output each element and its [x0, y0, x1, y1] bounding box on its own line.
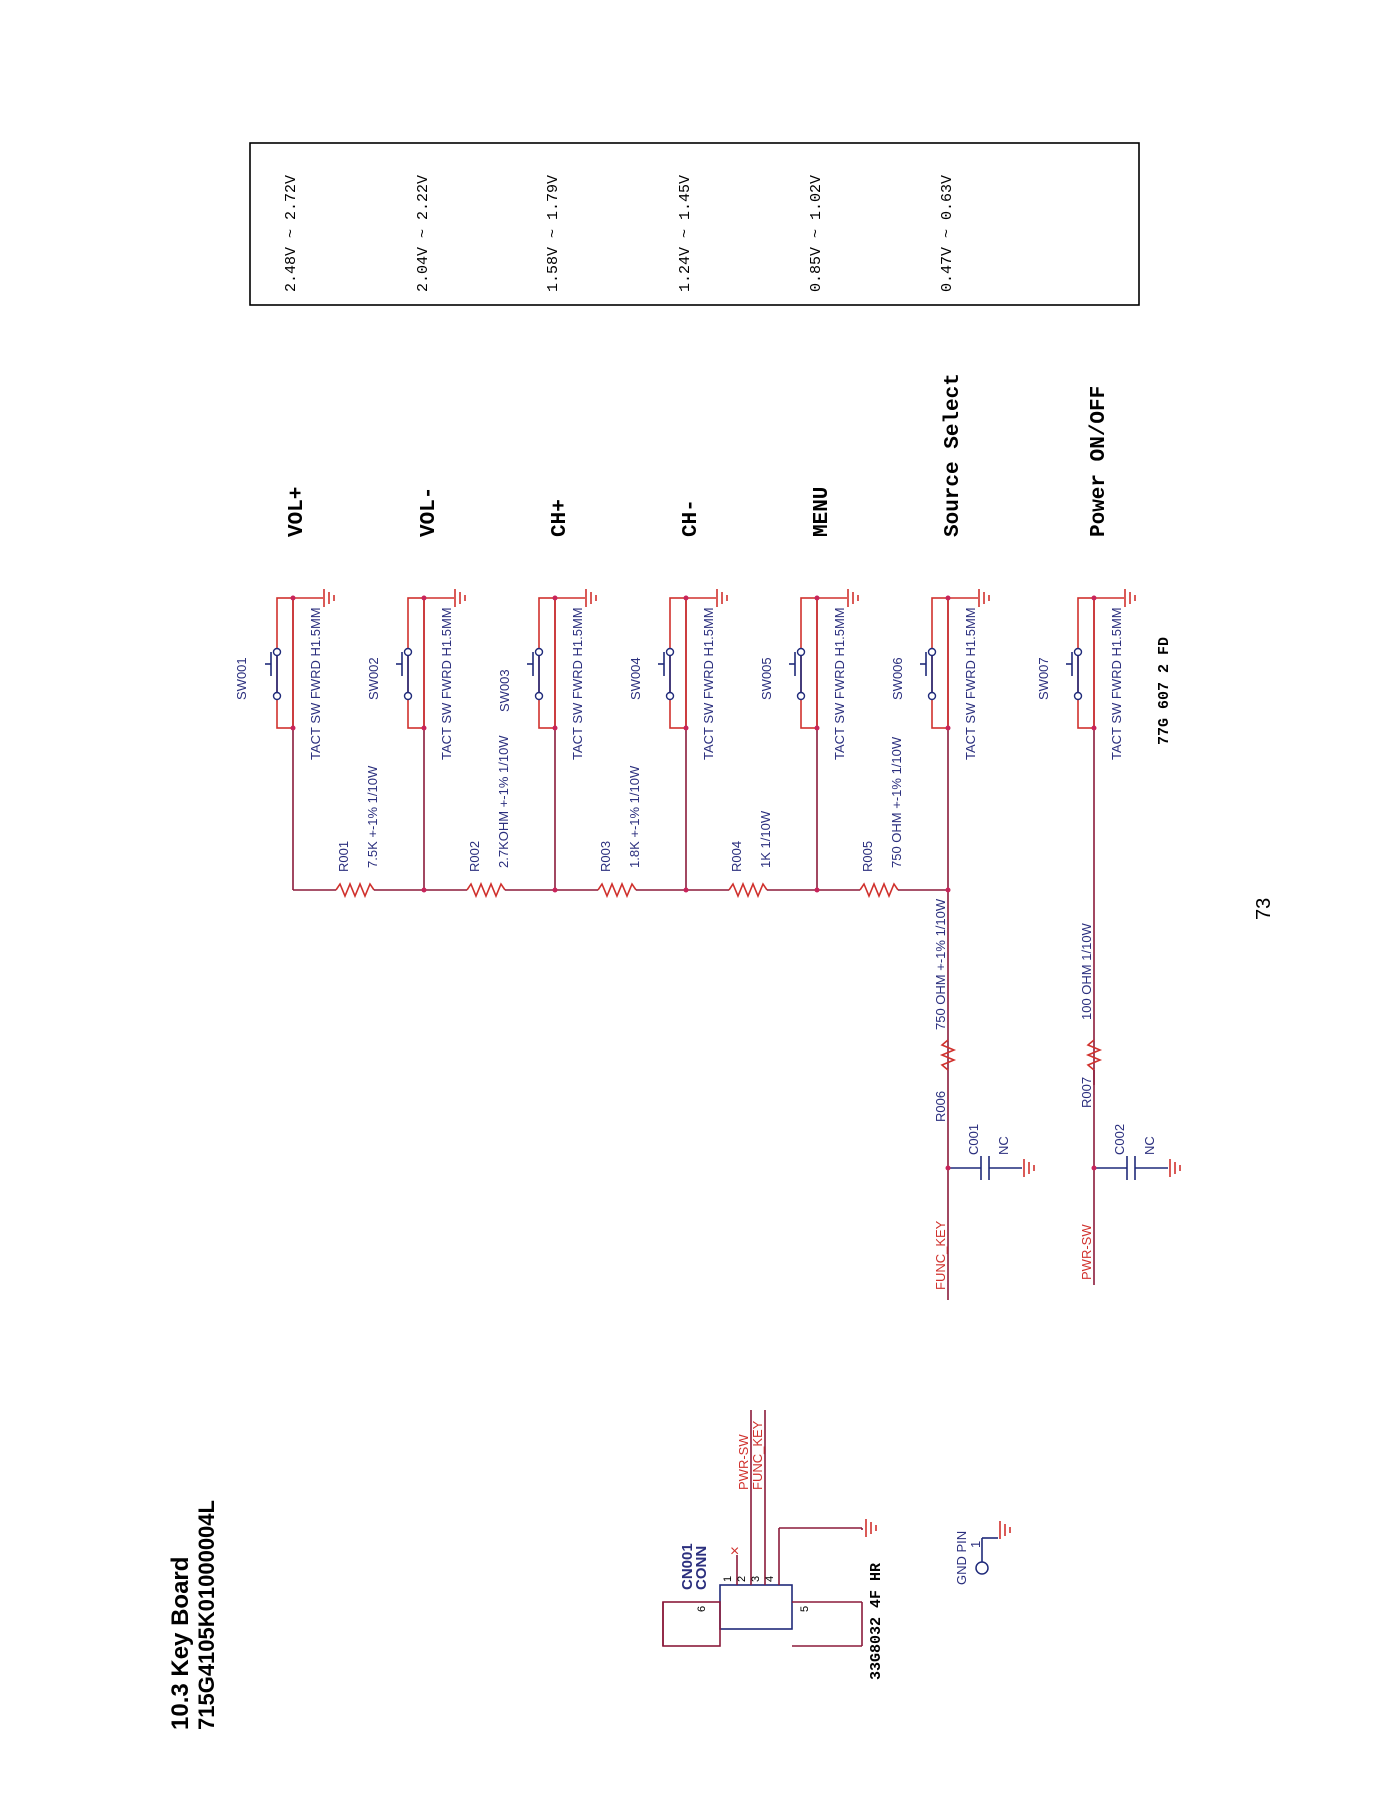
- page-title: 10.3 Key Board: [167, 1556, 194, 1730]
- sw004-ref: SW004: [628, 657, 643, 700]
- voltage-range-4: 1.24V ~ 1.45V: [677, 174, 694, 292]
- switch-sw003: [527, 589, 596, 890]
- voltage-range-5: 0.85V ~ 1.02V: [808, 174, 825, 292]
- pin-2-label: 2: [736, 1575, 748, 1582]
- gnd-pin-label: GND PIN: [954, 1530, 969, 1585]
- c001-ref: C001: [966, 1123, 981, 1155]
- voltage-range-3: 1.58V ~ 1.79V: [545, 174, 562, 292]
- c002-value: NC: [1142, 1136, 1157, 1155]
- voltage-range-2: 2.04V ~ 2.22V: [415, 174, 432, 292]
- r007-ref: R007: [1079, 1076, 1094, 1108]
- r005-ref: R005: [860, 840, 875, 872]
- gnd-pin-number: 1: [968, 1540, 983, 1548]
- capacitor-c002: [1092, 1156, 1181, 1180]
- func-label-menu: MENU: [811, 486, 834, 537]
- page-subtitle: 715G4105K01000004L: [194, 1500, 219, 1730]
- voltage-range-1: 2.48V ~ 2.72V: [283, 174, 300, 292]
- r002-ref: R002: [467, 840, 482, 872]
- func-label-ch-down: CH-: [680, 499, 703, 537]
- r006-ref: R006: [933, 1090, 948, 1122]
- func-label-ch-up: CH+: [549, 499, 572, 537]
- cn001-net-pwr-sw: PWR-SW: [736, 1434, 751, 1490]
- voltage-range-6: 0.47V ~ 0.63V: [939, 174, 956, 292]
- connector-part-number: 33G8032 4F HR: [868, 1562, 885, 1680]
- func-label-vol-up: VOL+: [286, 486, 309, 537]
- pin-1-label: 1: [722, 1575, 734, 1582]
- c002-ref: C002: [1112, 1123, 1127, 1155]
- sw001-ref: SW001: [234, 657, 249, 700]
- func-label-power: Power ON/OFF: [1088, 385, 1111, 537]
- r004-ref: R004: [729, 840, 744, 872]
- sw003-desc: TACT SW FWRD H1.5MM: [570, 607, 585, 760]
- capacitor-c001: [946, 1156, 1035, 1180]
- r006-value: 750 OHM +-1% 1/10W: [933, 898, 948, 1030]
- pin-4-label: 4: [764, 1575, 776, 1582]
- cn001-net-func-key: FUNC_KEY: [750, 1420, 765, 1490]
- net-pwr-sw: PWR-SW: [1079, 1224, 1094, 1280]
- voltage-table: [250, 143, 1139, 305]
- sw006-ref: SW006: [890, 657, 905, 700]
- sw006-desc: TACT SW FWRD H1.5MM: [963, 607, 978, 760]
- switch-sw004: [658, 589, 727, 890]
- switch-sw005: [789, 589, 858, 890]
- r005-value: 750 OHM +-1% 1/10W: [889, 736, 904, 868]
- r004-value: 1K 1/10W: [758, 810, 773, 868]
- sw003-ref: SW003: [497, 669, 512, 712]
- switch-sw006: [920, 589, 989, 1300]
- sw007-ref: SW007: [1036, 657, 1051, 700]
- r003-value: 1.8K +-1% 1/10W: [627, 765, 642, 868]
- sw004-desc: TACT SW FWRD H1.5MM: [701, 607, 716, 760]
- r001-value: 7.5K +-1% 1/10W: [365, 765, 380, 868]
- sw007-desc: TACT SW FWRD H1.5MM: [1109, 607, 1124, 760]
- r003-ref: R003: [598, 840, 613, 872]
- r001-ref: R001: [336, 840, 351, 872]
- c001-value: NC: [996, 1136, 1011, 1155]
- net-func-key: FUNC_KEY: [933, 1220, 948, 1290]
- page-number: 73: [1253, 897, 1275, 920]
- r007-value: 100 OHM 1/10W: [1079, 923, 1094, 1020]
- pin-6-label: 6: [696, 1605, 708, 1612]
- sw005-desc: TACT SW FWRD H1.5MM: [832, 607, 847, 760]
- resistor-ladder: [293, 884, 951, 896]
- r002-value: 2.7KOHM +-1% 1/10W: [496, 735, 511, 868]
- pin-3-label: 3: [750, 1575, 762, 1582]
- sw002-desc: TACT SW FWRD H1.5MM: [439, 607, 454, 760]
- sw005-ref: SW005: [759, 657, 774, 700]
- func-label-vol-down: VOL-: [418, 486, 441, 537]
- connector-cn001: [663, 1410, 876, 1646]
- switch-sw002: [396, 589, 465, 890]
- pin1-nc-icon: ×: [730, 1543, 740, 1560]
- cn001-type: CONN: [693, 1545, 710, 1590]
- func-label-source: Source Select: [942, 373, 965, 537]
- switch-sw007: [1066, 589, 1135, 1085]
- sw002-ref: SW002: [366, 657, 381, 700]
- pin-5-label: 5: [799, 1605, 811, 1612]
- footer-code: 77G 607 2 FD: [1156, 636, 1173, 745]
- switch-sw001: [265, 589, 334, 890]
- sw001-desc: TACT SW FWRD H1.5MM: [308, 607, 323, 760]
- cn001-ref: CN001: [679, 1543, 696, 1590]
